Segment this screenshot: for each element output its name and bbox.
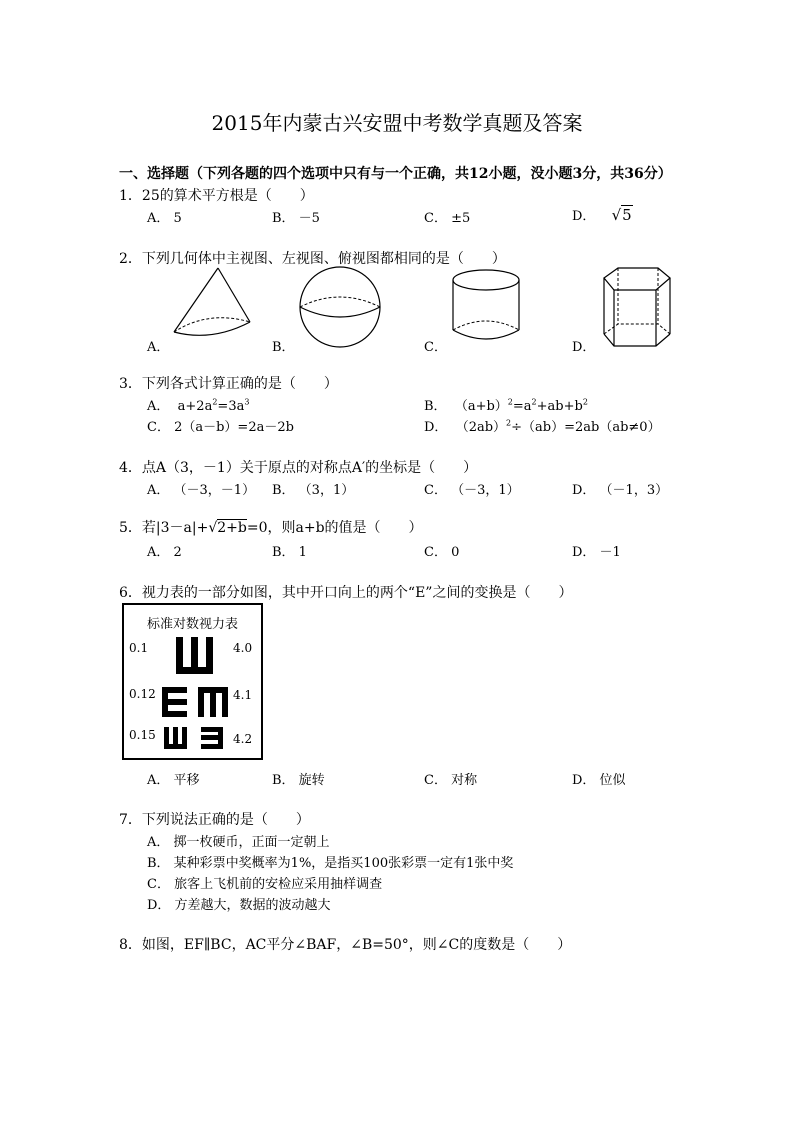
eye-chart-left-label: 0.15	[129, 728, 156, 742]
q7-option-c: C． 旅客上飞机前的安检应采用抽样调查	[147, 877, 383, 892]
eye-chart-right-label: 4.0	[233, 641, 253, 655]
q3-d-label: D．	[424, 420, 448, 435]
e-symbol-up-small	[164, 727, 187, 749]
q1-option-a: A． 5	[147, 211, 182, 226]
q5-option-a: A． 2	[147, 545, 182, 560]
q5-option-b: B． 1	[272, 545, 307, 560]
q3-option-c: C． 2（a－b）=2a－2b	[147, 420, 294, 435]
sqrt-symbol: √5	[611, 206, 632, 224]
eye-chart-title: 标准对数视力表	[146, 617, 238, 632]
q1-option-d-label: D．	[572, 209, 596, 224]
q3-option-a	[147, 395, 249, 414]
q5-sqrt-radicand: 2+b	[217, 520, 247, 536]
q4-option-c: C． （－3，1）	[424, 483, 520, 498]
q3-a-expr: a+2a	[177, 399, 213, 414]
q2-option-b: B．	[272, 340, 295, 355]
q4-option-d: D． （－1，3）	[572, 483, 669, 498]
sphere-figure	[298, 265, 384, 351]
sqrt-radicand: 5	[622, 206, 632, 224]
question-2-stem: 2．下列几何体中主视图、左视图、俯视图都相同的是（ ）	[119, 251, 506, 267]
e-symbol-down	[198, 687, 228, 717]
question-3-stem: 3．下列各式计算正确的是（ ）	[119, 376, 338, 392]
q3-d-expr1: （2ab）	[455, 420, 507, 435]
section-heading: 一、选择题（下列各题的四个选项中只有与一个正确，共12小题，没小题3分，共36分）	[119, 166, 672, 182]
eye-chart-right-label: 4.2	[233, 732, 253, 746]
eye-chart-right-label: 4.1	[233, 688, 253, 702]
q5-stem-pre: 5．若|3－a|+	[119, 520, 209, 536]
question-7-stem: 7．下列说法正确的是（ ）	[119, 812, 310, 828]
sqrt-symbol: √2+b	[208, 520, 247, 536]
eye-chart	[122, 603, 263, 760]
q1-option-b: B． －5	[272, 211, 320, 226]
q3-b-mid: +ab+b	[536, 399, 583, 414]
q1-option-c: C． ±5	[424, 211, 471, 226]
q7-option-a: A． 掷一枚硬币，正面一定朝上	[147, 835, 330, 850]
eye-chart-left-label: 0.1	[129, 641, 149, 655]
q3-option-d	[424, 416, 661, 435]
e-symbol-right	[162, 687, 187, 717]
cone-figure	[168, 266, 258, 338]
q3-d-expr2: ÷（ab）=2ab（ab≠0）	[511, 420, 661, 435]
hexagonal-prism-figure	[600, 266, 674, 348]
e-symbol-up-large	[176, 637, 213, 674]
q6-option-d: D． 位似	[572, 773, 626, 788]
eye-chart-e-symbols	[124, 605, 261, 758]
question-1-stem: 1．25的算术平方根是（ ）	[119, 188, 314, 204]
page-title: 2015年内蒙古兴安盟中考数学真题及答案	[211, 111, 583, 135]
q3-b-exp3: 2	[582, 397, 588, 407]
question-4-stem: 4．点A（3，－1）关于原点的对称点A′的坐标是（ ）	[119, 460, 478, 476]
q3-b-exp2: 2	[531, 397, 537, 407]
q3-b-exp1: 2	[507, 397, 513, 407]
eye-chart-left-label: 0.12	[129, 687, 156, 701]
q1-option-d	[572, 205, 633, 224]
q3-b-expr: （a+b）	[454, 399, 508, 414]
q3-b-label: B．	[424, 399, 447, 414]
question-5-stem	[119, 517, 423, 537]
q6-option-c: C． 对称	[424, 773, 478, 788]
cylinder-figure	[448, 268, 524, 342]
q6-option-b: B． 旋转	[272, 773, 325, 788]
q7-option-b: B． 某种彩票中奖概率为1%，是指买100张彩票一定有1张中奖	[147, 856, 514, 871]
q3-a-exp1: 2	[212, 397, 218, 407]
q2-option-c: C．	[424, 340, 447, 355]
question-8-stem: 8．如图，EF∥BC，AC平分∠BAF，∠B=50°，则∠C的度数是（ ）	[119, 937, 572, 953]
q7-option-d: D． 方差越大，数据的波动越大	[147, 898, 331, 913]
q2-option-d: D．	[572, 340, 596, 355]
q5-option-c: C． 0	[424, 545, 460, 560]
q3-d-exp: 2	[506, 418, 512, 428]
e-symbol-left	[201, 727, 223, 749]
q5-stem-post: =0，则a+b的值是（ ）	[246, 520, 423, 536]
question-6-stem: 6．视力表的一部分如图，其中开口向上的两个“E”之间的变换是（ ）	[119, 585, 573, 601]
q3-option-b	[424, 395, 588, 414]
q4-option-a: A． （－3，－1）	[147, 483, 256, 498]
q3-a-eq: =3a	[217, 399, 245, 414]
q3-b-eq: =a	[512, 399, 532, 414]
q4-option-b: B． （3，1）	[272, 483, 355, 498]
q3-a-exp2: 3	[244, 397, 250, 407]
q2-option-a: A．	[147, 340, 170, 355]
q3-a-label: A．	[147, 399, 170, 414]
q6-option-a: A． 平移	[147, 773, 200, 788]
q5-option-d: D． －1	[572, 545, 621, 560]
